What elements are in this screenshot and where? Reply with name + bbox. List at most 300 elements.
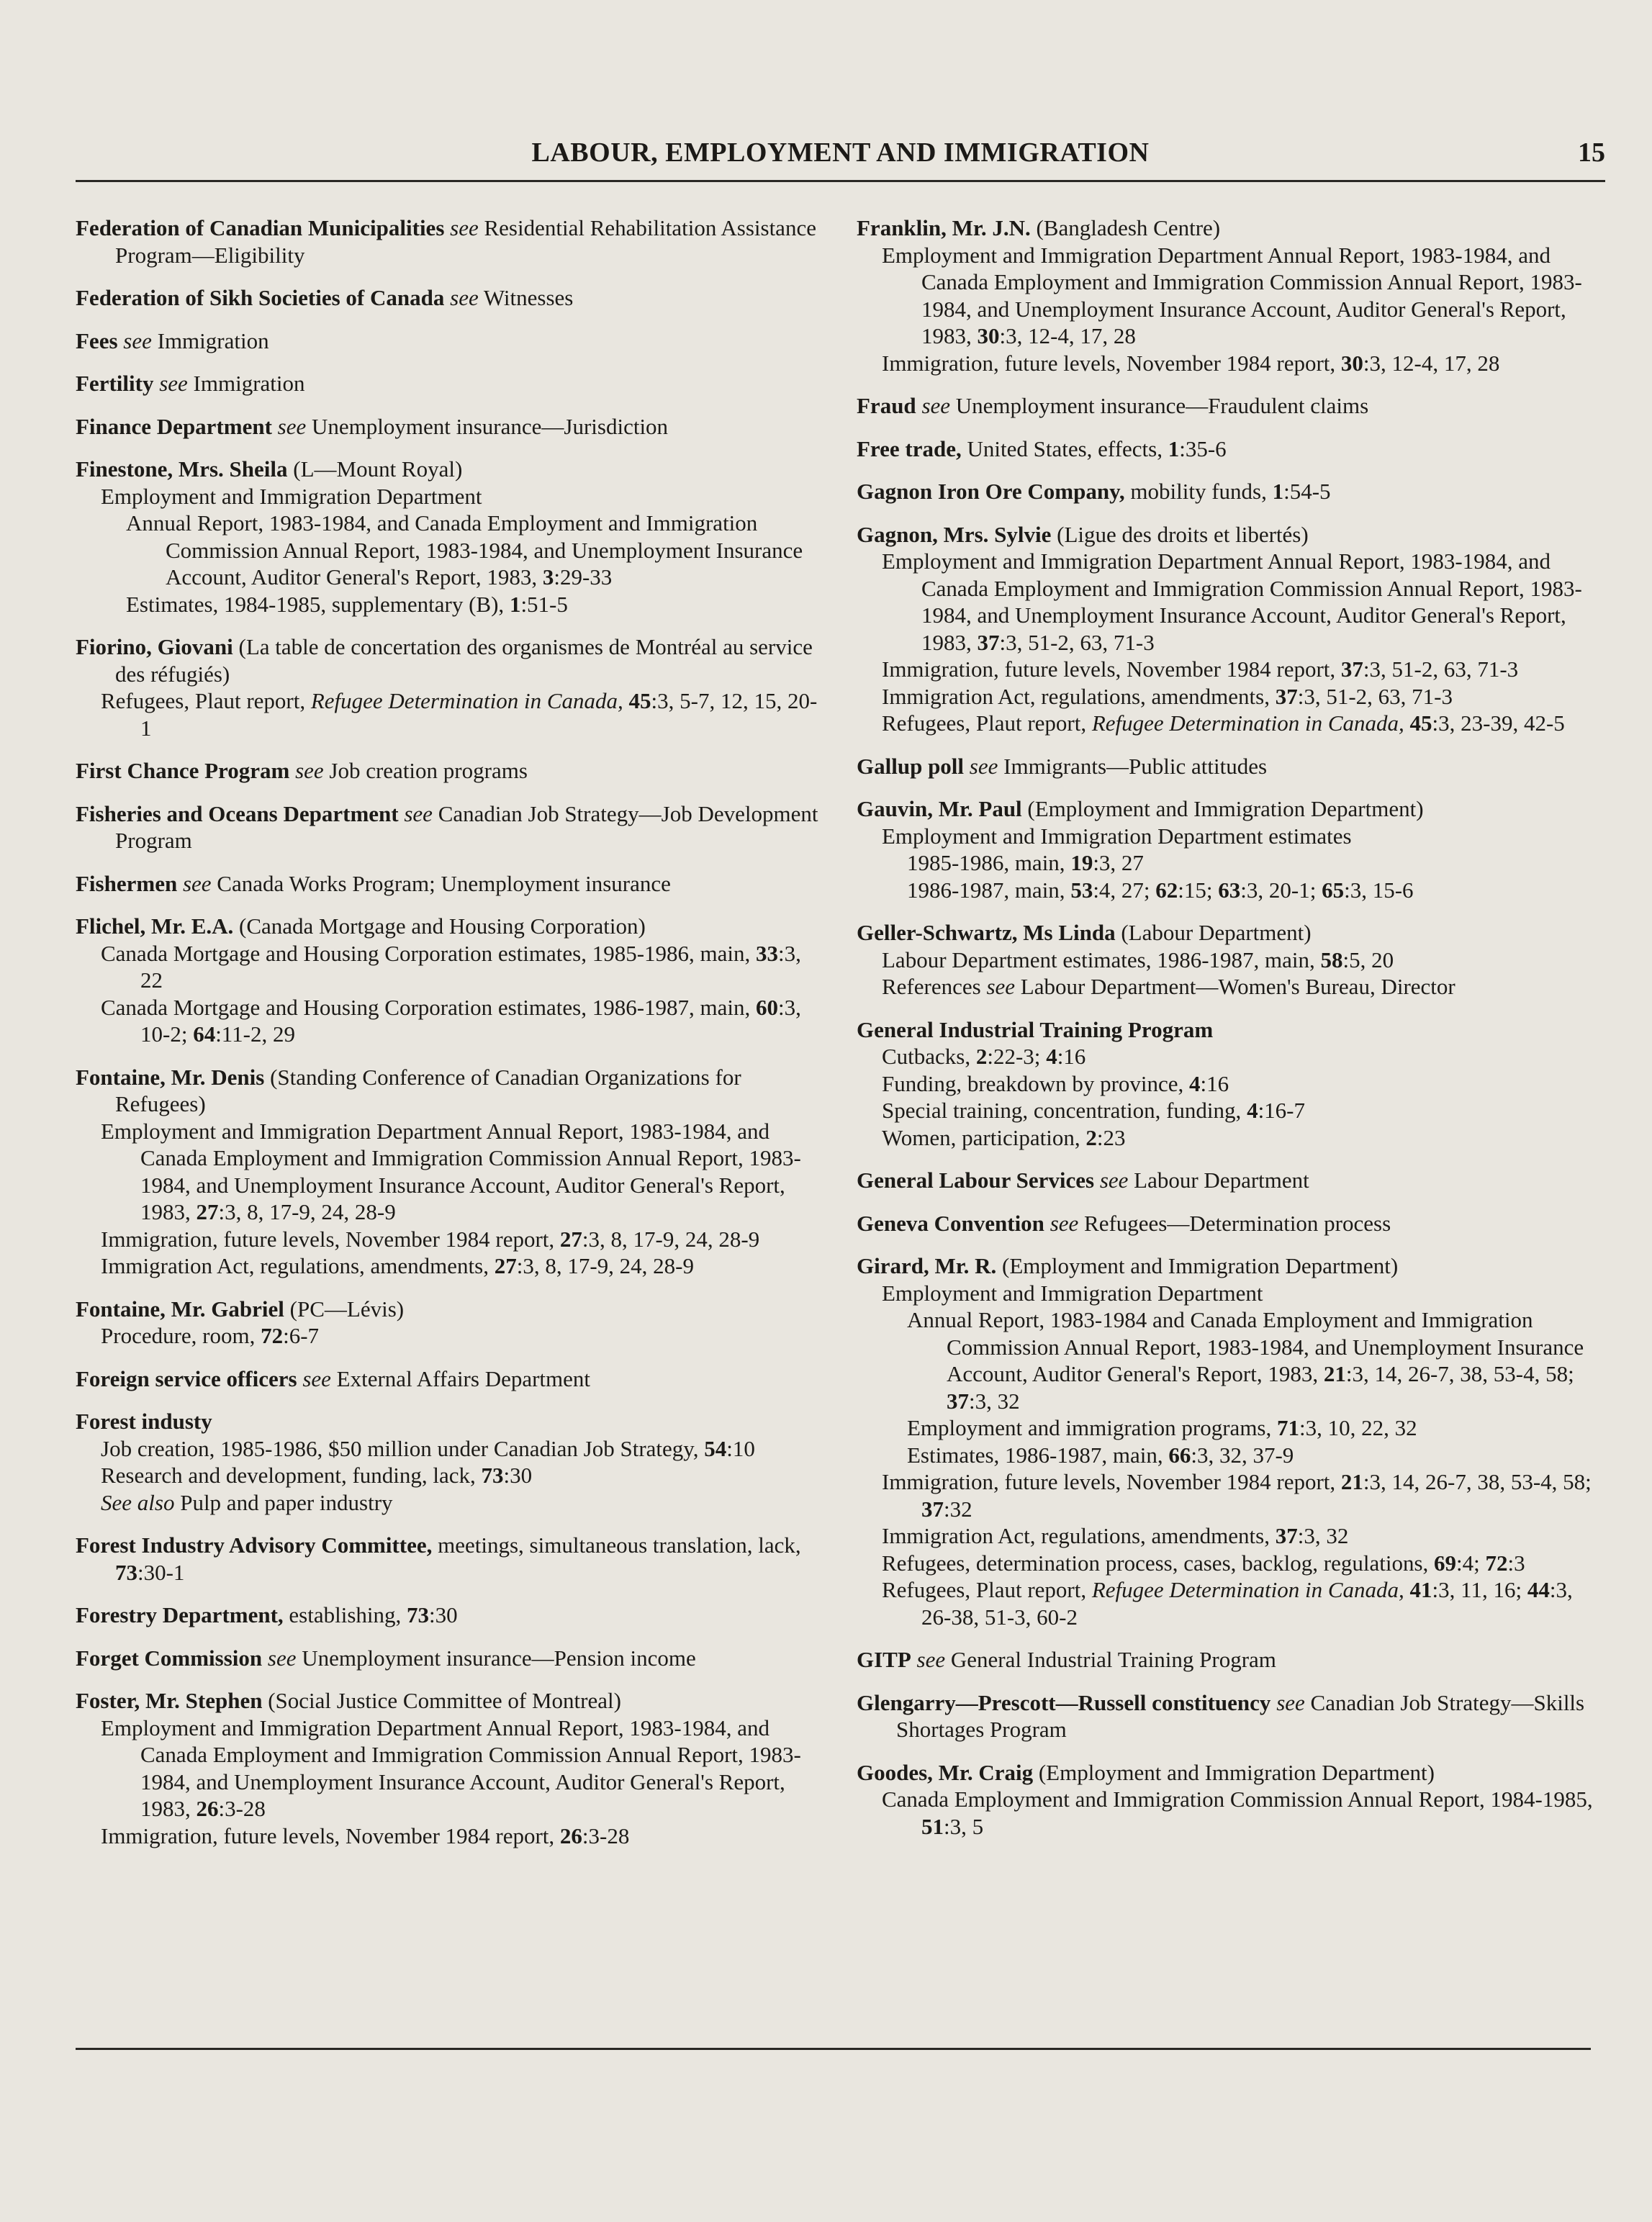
italic-text: Refugee Determination in Canada, (310, 688, 623, 713)
text: Refugees—Determination process (1078, 1210, 1391, 1236)
text: (PC—Lévis) (284, 1296, 405, 1322)
text: :35-6 (1179, 435, 1227, 461)
index-entry (857, 1167, 1605, 1194)
bold-text: Forestry Department, (76, 1602, 284, 1627)
bold-text: Gagnon Iron Ore Company, (857, 479, 1125, 504)
text: Cutbacks, (882, 1044, 976, 1069)
bold-text: 58 (1320, 947, 1343, 972)
bold-text: Fraud (857, 393, 916, 418)
bold-text: 26 (559, 1823, 582, 1848)
text: Immigration Act, regulations, amendments, (101, 1253, 495, 1278)
entry-heading (76, 1602, 824, 1629)
text: :16 (1200, 1070, 1229, 1096)
bold-text: GITP (857, 1647, 911, 1672)
text: Women, participation, (882, 1124, 1086, 1150)
italic-text: see (267, 1645, 297, 1671)
text (964, 754, 970, 779)
text: :3, 5-7, 12, 15, 20-1 (140, 688, 818, 741)
bold-text: 33 (756, 940, 779, 966)
bold-text: 37 (921, 1496, 944, 1522)
bold-text: General Industrial Training Program (857, 1016, 1214, 1042)
entry-heading (76, 1064, 824, 1118)
text: 1986-1987, main, (907, 877, 1071, 903)
text: Canadian Job Strategy—Job Development Program (115, 800, 818, 853)
entry-subheading (76, 591, 824, 618)
entry-heading (857, 1689, 1605, 1743)
text: (Employment and Immigration Department) (996, 1253, 1399, 1278)
italic-text: Refugee Determination in Canada, (1091, 1577, 1404, 1602)
bold-text: General Labour Services (857, 1168, 1095, 1193)
bold-text: Geneva Convention (857, 1210, 1044, 1236)
entry-heading (857, 435, 1605, 463)
text: :54-5 (1283, 479, 1331, 504)
entry-subheading (857, 1786, 1605, 1840)
bold-text: 4 (1189, 1070, 1201, 1096)
text: Employment and immigration programs, (907, 1415, 1277, 1440)
italic-text: see (450, 215, 479, 240)
text (289, 758, 295, 783)
italic-text: see (302, 1365, 331, 1391)
italic-text: see (1099, 1168, 1129, 1193)
text: :3, 20-1; (1240, 877, 1322, 903)
bold-text: Foreign service officers (76, 1365, 297, 1391)
bold-text: Forest Industry Advisory Committee, (76, 1532, 433, 1558)
entry-heading (857, 521, 1605, 548)
text: 1985-1986, main, (907, 850, 1071, 875)
bold-text: 73 (115, 1559, 137, 1585)
entry-subheading (857, 823, 1605, 850)
text: Annual Report, 1983-1984 and Canada Employment and Immigration Commission Annual Report, 1983-1984, and Unemployment Insurance Account, Auditor General's Report, 1983, (907, 1307, 1584, 1386)
text: (Labour Department) (1115, 920, 1312, 945)
index-entry (76, 1645, 824, 1672)
text: Employment and Immigration Department Annual Report, 1983-1984, and Canada Employment and Immigration Commission Annual Report, 1983-1984, and Unemployment Insurance Account, Auditor General's Report, 1983, (101, 1715, 801, 1821)
entry-subheading (76, 1226, 824, 1253)
entry-heading (76, 413, 824, 441)
text: Estimates, 1984-1985, supplementary (B), (126, 591, 510, 617)
text: (Employment and Immigration Department) (1033, 1759, 1435, 1785)
bold-text: 60 (756, 994, 779, 1020)
text: Immigration, future levels, November 1984 report, (882, 1469, 1341, 1494)
bold-text: 71 (1277, 1415, 1299, 1440)
bold-text: Geller-Schwartz, Ms Linda (857, 920, 1116, 945)
text: Unemployment insurance—Jurisdiction (306, 413, 669, 439)
text: (Ligue des droits et libertés) (1051, 521, 1309, 547)
text: :4, 27; (1093, 877, 1156, 903)
text (1044, 1211, 1050, 1236)
entry-subheading (857, 656, 1605, 683)
index-entry (857, 1689, 1605, 1743)
entry-heading (76, 757, 824, 785)
bold-text: 30 (1340, 350, 1363, 376)
text: :3-28 (218, 1796, 266, 1821)
text: United States, effects, (961, 435, 1168, 461)
text: Immigration (187, 371, 305, 396)
italic-text: see (404, 800, 433, 826)
text: Labour Department—Women's Bureau, Director (1015, 974, 1455, 999)
text: (Bangladesh Centre) (1030, 215, 1221, 240)
text: Immigration, future levels, November 1984 report, (101, 1823, 560, 1848)
entry-subheading (857, 973, 1605, 1001)
entry-subheading (76, 1118, 824, 1226)
text (444, 215, 450, 240)
entry-subheading (857, 710, 1605, 737)
bold-text: 4 (1247, 1098, 1258, 1123)
entry-heading (857, 1016, 1605, 1044)
bold-text: Federation of Sikh Societies of Canada (76, 285, 445, 310)
text (262, 1645, 268, 1671)
text: :30-1 (137, 1559, 185, 1585)
text: Special training, concentration, funding, (882, 1098, 1247, 1123)
bold-text: Forest industy (76, 1409, 212, 1434)
italic-text: see (123, 328, 152, 353)
text: :3, 22 (140, 940, 801, 993)
italic-text: see (986, 974, 1016, 999)
bold-text: 37 (977, 629, 1000, 655)
index-entry (76, 800, 824, 854)
entry-heading (857, 795, 1605, 823)
entry-subheading (857, 849, 1605, 877)
bold-text: 37 (1340, 656, 1363, 682)
text (911, 1647, 917, 1672)
bold-text: 2 (1085, 1124, 1097, 1150)
bold-text: 4 (1046, 1044, 1057, 1069)
bold-text: 37 (947, 1388, 969, 1414)
text: External Affairs Department (330, 1365, 591, 1391)
index-entry (857, 392, 1605, 420)
page-header (76, 137, 1605, 182)
bold-text: Fishermen (76, 870, 178, 896)
text: :16-7 (1258, 1098, 1305, 1123)
bold-text: 63 (1218, 877, 1241, 903)
bold-text: First Chance Program (76, 758, 290, 783)
text: :3, 27 (1093, 850, 1144, 875)
entry-heading (76, 1687, 824, 1715)
italic-text: See also (101, 1489, 175, 1515)
text: :15; (1178, 877, 1219, 903)
italic-text: see (295, 758, 324, 783)
entry-heading (76, 328, 824, 355)
text: :4; (1456, 1550, 1486, 1576)
index-entry (76, 1602, 824, 1629)
entry-heading (857, 478, 1605, 505)
text: Job creation, 1985-1986, $50 million under Canadian Job Strategy, (101, 1435, 705, 1461)
text: Immigration (151, 328, 269, 353)
index-entry (857, 478, 1605, 505)
index-entry (76, 1064, 824, 1280)
index-entry (76, 633, 824, 741)
text: :3, 32, 37-9 (1191, 1442, 1294, 1468)
footer-rule (76, 2048, 1591, 2050)
text: :3, 51-2, 63, 71-3 (1297, 683, 1453, 709)
italic-text: see (1050, 1210, 1079, 1236)
index-entry (857, 1646, 1605, 1674)
entry-heading (857, 1210, 1605, 1237)
text: :3, 5 (944, 1813, 984, 1839)
text: :23 (1096, 1124, 1126, 1150)
index-entry (857, 795, 1605, 903)
text: Job creation programs (323, 758, 528, 783)
text: :3, 11, 16; (1432, 1577, 1527, 1602)
text: Employment and Immigration Department estimates (882, 823, 1352, 849)
text: Employment and Immigration Department Annual Report, 1983-1984, and Canada Employment and Immigration Commission Annual Report, 1983-1984, and Unemployment Insurance Account, Auditor General's Report, 1983, (882, 548, 1582, 655)
bold-text: 1 (1272, 479, 1284, 504)
entry-heading (857, 1646, 1605, 1674)
entry-subheading (857, 1576, 1605, 1630)
bold-text: 62 (1155, 877, 1178, 903)
text: :3, 51-2, 63, 71-3 (1363, 656, 1519, 682)
entry-heading (857, 919, 1605, 947)
text (444, 285, 450, 310)
entry-heading (76, 1645, 824, 1672)
index-entry (857, 214, 1605, 376)
text: Funding, breakdown by province, (882, 1070, 1190, 1096)
entry-subheading (76, 994, 824, 1048)
text: :3, 51-2, 63, 71-3 (999, 629, 1155, 655)
text: Unemployment insurance—Fraudulent claims (950, 393, 1369, 418)
text: :51-5 (520, 591, 568, 617)
index-entry (857, 753, 1605, 780)
text: Canada Mortgage and Housing Corporation estimates, 1985-1986, main, (101, 940, 757, 966)
bold-text: 73 (481, 1463, 504, 1488)
text: :3 (1507, 1550, 1525, 1576)
bold-text: 37 (1275, 1523, 1298, 1548)
bold-text: Flichel, Mr. E.A. (76, 913, 234, 939)
entry-subheading (857, 350, 1605, 377)
text: Procedure, room, (101, 1323, 261, 1348)
text (272, 414, 278, 439)
entry-heading (76, 1296, 824, 1323)
text: :3, 15-6 (1344, 877, 1414, 903)
index-entry (857, 1210, 1605, 1237)
entry-subheading (857, 1468, 1605, 1522)
text (177, 871, 183, 896)
italic-text: see (969, 753, 998, 779)
bold-text: 1 (509, 591, 521, 617)
bold-text: Fertility (76, 371, 154, 396)
bold-text: 72 (261, 1323, 284, 1348)
text: Canada Works Program; Unemployment insurance (211, 870, 671, 896)
italic-text: see (182, 870, 212, 896)
bold-text: Free trade, (857, 435, 962, 461)
entry-subheading (76, 1252, 824, 1280)
text: :3, 8, 17-9, 24, 28-9 (582, 1226, 760, 1252)
entry-subheading (76, 687, 824, 741)
index-entry (857, 521, 1605, 737)
entry-subheading (76, 940, 824, 994)
page-number: 15 (1578, 137, 1605, 168)
entry-heading (76, 1365, 824, 1393)
text: Immigration, future levels, November 1984 report, (101, 1226, 560, 1252)
entry-heading (76, 633, 824, 687)
entry-heading (76, 284, 824, 312)
text: meetings, simultaneous translation, lack, (432, 1532, 801, 1558)
text: Estimates, 1986-1987, main, (907, 1442, 1169, 1468)
entry-subheading (76, 1435, 824, 1463)
entry-heading (76, 800, 824, 854)
text: :3, 10-2; (140, 994, 801, 1047)
bold-text: Fontaine, Mr. Gabriel (76, 1296, 284, 1322)
bold-text: 53 (1070, 877, 1093, 903)
text: :3, 8, 17-9, 24, 28-9 (516, 1253, 694, 1278)
text: Employment and Immigration Department (882, 1280, 1263, 1306)
bold-text: 54 (704, 1435, 727, 1461)
entry-subheading (76, 1322, 824, 1350)
text: Refugees, determination process, cases, backlog, regulations, (882, 1550, 1435, 1576)
text: (L—Mount Royal) (287, 456, 463, 482)
text: Pulp and paper industry (174, 1489, 393, 1515)
entry-heading (76, 214, 824, 268)
entry-subheading (76, 510, 824, 591)
index-entry (76, 284, 824, 312)
italic-text: see (277, 413, 307, 439)
bold-text: 26 (196, 1796, 219, 1821)
text: Canadian Job Strategy—Skills Shortages Program (896, 1689, 1585, 1742)
text: :3, 26-38, 51-3, 60-2 (921, 1577, 1573, 1630)
entry-heading (857, 1759, 1605, 1787)
italic-text: see (916, 1647, 946, 1672)
bold-text: 21 (1323, 1361, 1346, 1386)
entry-subheading (857, 1097, 1605, 1124)
bold-text: 21 (1340, 1469, 1363, 1494)
index-entry (76, 870, 824, 898)
text (623, 688, 629, 713)
text: :3, 14, 26-7, 38, 53-4, 58; (1345, 1361, 1574, 1386)
text: Canada Employment and Immigration Commission Annual Report, 1984-1985, (882, 1787, 1593, 1812)
text: :3, 8, 17-9, 24, 28-9 (218, 1199, 396, 1224)
index-entry (76, 456, 824, 618)
bold-text: Finestone, Mrs. Sheila (76, 456, 288, 482)
bold-text: Foster, Mr. Stephen (76, 1688, 263, 1713)
entry-heading (857, 1167, 1605, 1194)
entry-heading (76, 913, 824, 940)
index-entry (76, 1532, 824, 1586)
bold-text: 72 (1485, 1550, 1508, 1576)
entry-heading (76, 456, 824, 483)
text: Employment and Immigration Department (101, 483, 482, 509)
entry-subheading (857, 242, 1605, 350)
bold-text: 65 (1322, 877, 1345, 903)
running-title: LABOUR, EMPLOYMENT AND IMMIGRATION (531, 137, 1150, 168)
left-column (76, 214, 824, 1865)
bold-text: 45 (628, 688, 651, 713)
bold-text: 2 (975, 1044, 988, 1069)
bold-text: 3 (542, 564, 554, 590)
text: (Employment and Immigration Department) (1021, 796, 1424, 821)
bold-text: 27 (196, 1199, 219, 1224)
italic-text: Refugee Determination in Canada, (1091, 710, 1404, 736)
entry-subheading (857, 1414, 1605, 1442)
bold-text: Fees (76, 328, 118, 353)
bold-text: 27 (494, 1253, 517, 1278)
bold-text: 1 (1168, 435, 1180, 461)
text: mobility funds, (1124, 479, 1273, 504)
text: Refugees, Plaut report, (882, 710, 1092, 736)
text: (La table de concertation des organismes de Montréal au service des réfugiés) (115, 634, 813, 687)
text: :30 (429, 1602, 458, 1627)
text: :5, 20 (1342, 947, 1394, 972)
index-entry (76, 1408, 824, 1516)
entry-subheading (76, 1715, 824, 1823)
bold-text: Federation of Canadian Municipalities (76, 215, 445, 240)
bold-text: 45 (1409, 710, 1432, 736)
entry-subheading (857, 947, 1605, 974)
bold-text: 69 (1434, 1550, 1457, 1576)
bold-text: Forget Commission (76, 1645, 263, 1671)
entry-heading (76, 1408, 824, 1435)
entry-heading (76, 1532, 824, 1586)
italic-text: see (1276, 1689, 1305, 1715)
right-column (857, 214, 1605, 1856)
text: :3, 23-39, 42-5 (1432, 710, 1565, 736)
bold-text: 44 (1527, 1577, 1550, 1602)
bold-text: Gagnon, Mrs. Sylvie (857, 521, 1052, 547)
index-entry (857, 1759, 1605, 1841)
text: Immigration, future levels, November 1984 report, (882, 656, 1341, 682)
bold-text: 30 (977, 323, 1000, 348)
entry-subheading (857, 877, 1605, 904)
text: :32 (944, 1496, 972, 1522)
index-entry (857, 1016, 1605, 1152)
text: :22-3; (987, 1044, 1047, 1069)
text: :3, 32 (1297, 1523, 1349, 1548)
text: (Social Justice Committee of Montreal) (262, 1688, 621, 1713)
bold-text: 27 (559, 1226, 582, 1252)
entry-subheading (857, 1522, 1605, 1550)
bold-text: Gauvin, Mr. Paul (857, 796, 1022, 821)
entry-subheading (76, 1489, 824, 1517)
entry-heading (857, 753, 1605, 780)
bold-text: 19 (1070, 850, 1093, 875)
bold-text: 73 (407, 1602, 430, 1627)
entry-subheading (857, 1043, 1605, 1070)
index-entry (857, 919, 1605, 1001)
bold-text: Fiorino, Giovani (76, 634, 233, 659)
entry-subheading (76, 483, 824, 510)
entry-subheading (857, 1550, 1605, 1577)
italic-text: see (159, 371, 188, 396)
index-entry (76, 1296, 824, 1350)
bold-text: Fontaine, Mr. Denis (76, 1064, 265, 1090)
text: :3, 10, 22, 32 (1299, 1415, 1417, 1440)
entry-subheading (857, 1124, 1605, 1152)
index-entry (857, 1252, 1605, 1630)
entry-heading (76, 870, 824, 898)
entry-subheading (76, 1823, 824, 1850)
text: Labour Department estimates, 1986-1987, main, (882, 947, 1321, 972)
text: Immigration, future levels, November 1984 report, (882, 350, 1341, 376)
text: Research and development, funding, lack, (101, 1463, 482, 1488)
text: :11-2, 29 (215, 1021, 295, 1047)
index-entry (76, 370, 824, 397)
bold-text: 37 (1275, 683, 1298, 709)
bold-text: Gallup poll (857, 753, 965, 779)
index-entry (76, 1687, 824, 1849)
index-entry (857, 435, 1605, 463)
text: establishing, (283, 1602, 407, 1627)
bold-text: 51 (921, 1813, 944, 1839)
index-entry (76, 214, 824, 268)
text: :3, 14, 26-7, 38, 53-4, 58; (1363, 1469, 1592, 1494)
text: :3, 12-4, 17, 28 (1363, 350, 1500, 376)
bold-text: 66 (1168, 1442, 1191, 1468)
bold-text: 64 (193, 1021, 216, 1047)
bold-text: Franklin, Mr. J.N. (857, 215, 1031, 240)
text: :29-33 (554, 564, 613, 590)
text: :6-7 (283, 1323, 320, 1348)
index-entry (76, 1365, 824, 1393)
text (1404, 710, 1410, 736)
bold-text: Goodes, Mr. Craig (857, 1759, 1034, 1785)
